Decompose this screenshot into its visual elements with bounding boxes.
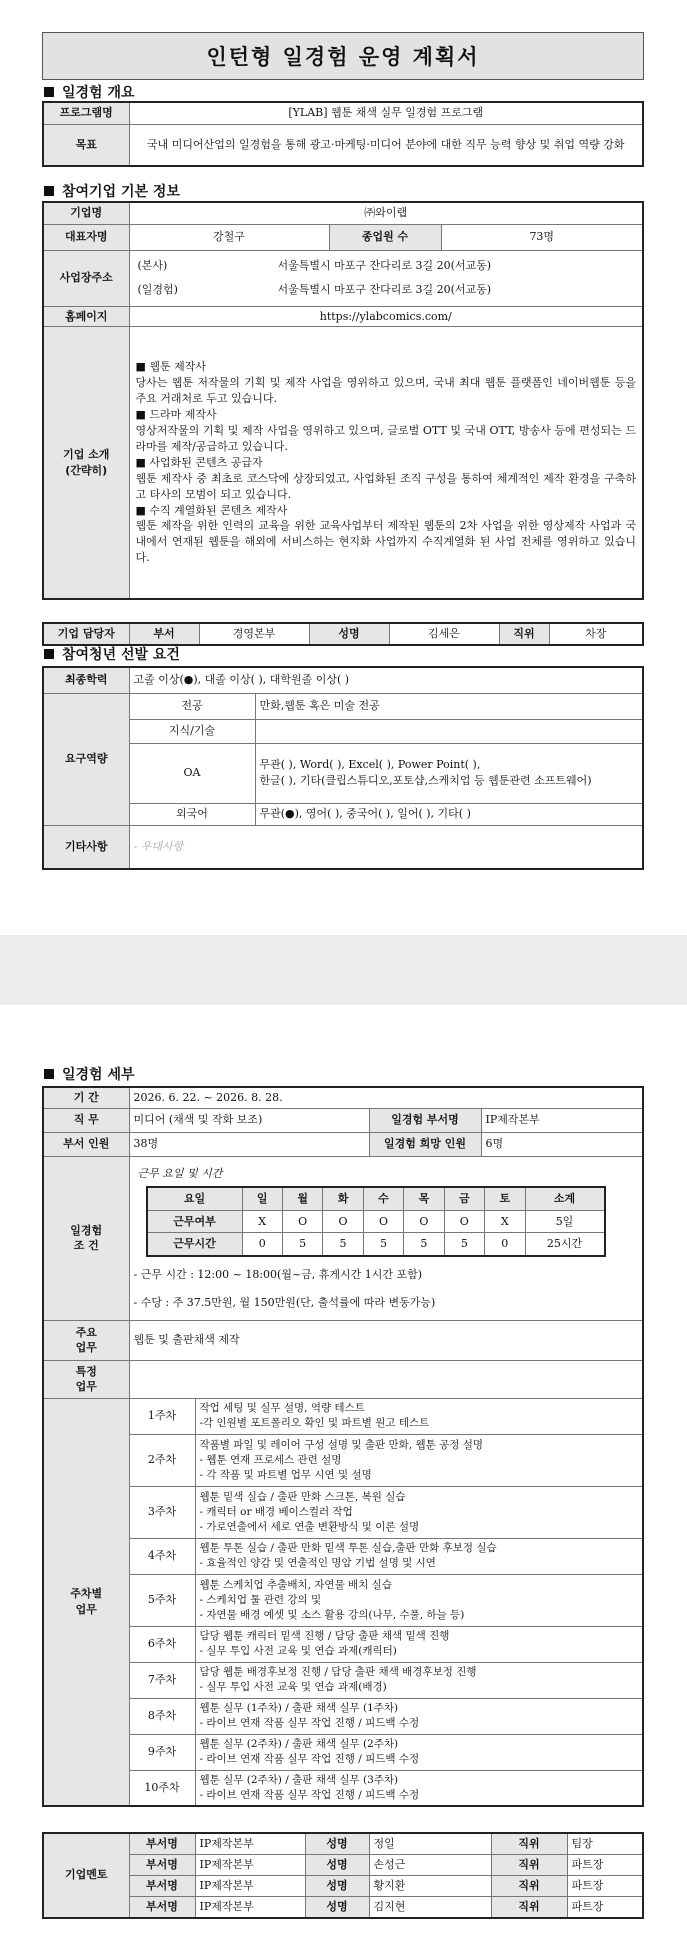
week-content [195, 1662, 643, 1698]
language-label: 외국어 [129, 803, 255, 825]
week-line: 담당 웹툰 배경후보정 진행 / 담당 출판 채색 배경후보정 진행 [199, 1666, 477, 1679]
week-line: 작품별 파일 및 레이어 구성 설명 및 출판 만화, 웹툰 공정 설명 [199, 1438, 483, 1451]
pay-info: - 수당 : 주 37.5만원, 월 150만원(단, 출석률에 따라 변동가능) [133, 1296, 436, 1310]
week-content [195, 1398, 643, 1434]
intro-block [136, 455, 637, 503]
week-row [43, 1574, 643, 1626]
intro-body: 웹툰 제작사 중 최초로 코스닥에 상장되었고, 사업화된 조직 구성을 통하여 체계적인 제작 환경을 구축하고 타사의 모범이 되고 있습니다. [135, 471, 636, 501]
week-line: 담당 웹툰 캐릭터 밑색 진행 / 담당 출판 채색 밑색 진행 [199, 1630, 450, 1643]
major-label: 전공 [129, 693, 255, 719]
schedule-cell: O [282, 1210, 322, 1233]
mentor-name-value: 정일 [369, 1833, 491, 1854]
education-value: 고졸 이상(●), 대졸 이상( ), 대학원졸 이상( ) [129, 667, 643, 693]
site-label: (일경험) [137, 283, 178, 296]
schedule-cell: 5 [363, 1233, 403, 1256]
section-company-title: 참여기업 기본 정보 [62, 184, 180, 200]
intro-block [136, 503, 637, 567]
schedule-cell: 근무시간 [147, 1233, 243, 1256]
staff-label: 부서 인원 [43, 1132, 129, 1156]
week-line: - 가로연출에서 세로 연출 변환방식 및 이론 설명 [199, 1521, 420, 1534]
week-line: 웹툰 실무 (1주차) / 출판 채색 실무 (1주차) [199, 1702, 399, 1715]
contact-position-value: 차장 [549, 623, 643, 645]
schedule-cell: X [242, 1210, 282, 1233]
intro-block [136, 359, 637, 407]
contact-dept-value: 경영본부 [199, 623, 309, 645]
week-line: - 라이브 연재 작품 실무 작업 진행 / 피드백 수정 [199, 1753, 420, 1766]
schedule-header-cell: 목 [404, 1187, 444, 1210]
contact-name-value: 김세은 [389, 623, 499, 645]
week-number: 7주차 [129, 1662, 195, 1698]
week-content [195, 1734, 643, 1770]
week-number: 5주차 [129, 1574, 195, 1626]
schedule-cell: O [444, 1210, 484, 1233]
week-number: 9주차 [129, 1734, 195, 1770]
week-number: 2주차 [129, 1434, 195, 1486]
week-content [195, 1698, 643, 1734]
mentor-dept-value: IP제작본부 [195, 1833, 305, 1854]
week-line: 웹툰 밑색 실습 / 출판 만화 스크톤, 복원 실습 [199, 1490, 406, 1503]
period-value: 2026. 6. 22. ~ 2026. 8. 28. [129, 1087, 643, 1108]
contact-dept-label: 부서 [129, 623, 199, 645]
schedule-cell: 25시간 [525, 1233, 605, 1256]
contact-label: 기업 담당자 [43, 623, 129, 645]
week-line: - 각 작품 및 파트별 업무 시연 및 설명 [199, 1469, 372, 1482]
section-bullet-icon [44, 649, 54, 659]
oa-value-line-2: 한글( ), 기타(클립스튜디오,포토샵,스케치업 등 웹툰관련 소프트웨어) [259, 774, 592, 787]
company-table [42, 201, 644, 600]
mentor-dept-value: IP제작본부 [195, 1854, 305, 1875]
week-number: 4주차 [129, 1538, 195, 1574]
schedule-cell: 0 [242, 1233, 282, 1256]
mentor-position-value: 파트장 [567, 1875, 643, 1896]
work-time: - 근무 시간 : 12:00 ~ 18:00(월~금, 휴게시간 1시간 포함) [133, 1268, 423, 1282]
special-duty-value [129, 1360, 643, 1398]
weekly-label: 주차별 업무 [43, 1398, 129, 1806]
week-row [43, 1434, 643, 1486]
schedule-cell: 5 [404, 1233, 444, 1256]
competency-label: 요구역량 [43, 693, 129, 825]
employees-label: 종업원 수 [329, 224, 441, 250]
mentor-name-value: 손성근 [369, 1854, 491, 1875]
week-row [43, 1662, 643, 1698]
main-duty-value: 웹툰 및 출판채색 제작 [129, 1320, 643, 1360]
staff-value: 38명 [129, 1132, 369, 1156]
section-requirements [44, 644, 180, 664]
week-line: - 스케치업 툴 관련 강의 및 [199, 1593, 322, 1606]
site-address: 서울특별시 마포구 잔다리로 3길 20(서교동) [277, 283, 492, 296]
requirements-table [42, 666, 644, 870]
company-name-label: 기업명 [43, 202, 129, 224]
week-line: 웹툰 투톤 실습 / 출판 만화 밑색 투톤 실습,출판 만화 후보정 실습 [199, 1542, 497, 1555]
language-value: 무관(●), 영어( ), 중국어( ), 일어( ), 기타( ) [255, 803, 643, 825]
intro-heading: ■ 수직 계열화된 콘텐츠 제작사 [135, 503, 288, 517]
mentor-position-value: 파트장 [567, 1896, 643, 1917]
mentor-name-value: 김지현 [369, 1896, 491, 1917]
mentor-name-value: 황지환 [369, 1875, 491, 1896]
week-content [195, 1538, 643, 1574]
duty-value: 미디어 (채색 및 작화 보조) [129, 1108, 369, 1132]
schedule-cell: O [323, 1210, 363, 1233]
intro-heading: ■ 드라마 제작사 [135, 407, 217, 421]
hq-label: (본사) [137, 259, 168, 273]
goal-label: 목표 [43, 124, 129, 166]
schedule-header-cell: 금 [444, 1187, 484, 1210]
schedule-header-cell: 토 [485, 1187, 525, 1210]
week-content [195, 1626, 643, 1662]
intro-label: 기업 소개 (간략히) [43, 327, 129, 599]
page-1 [0, 0, 687, 935]
mentor-position-label: 직위 [491, 1833, 567, 1854]
special-duty-label: 특정 업무 [43, 1360, 129, 1398]
company-name-value: ㈜와이랩 [129, 202, 643, 224]
condition-cell [129, 1156, 643, 1320]
week-row [43, 1538, 643, 1574]
week-line: - 라이브 연재 작품 실무 작업 진행 / 피드백 수정 [199, 1717, 420, 1730]
hope-label: 일경험 희망 인원 [369, 1132, 481, 1156]
schedule-cell: O [363, 1210, 403, 1233]
mentor-row [43, 1875, 643, 1896]
week-line: - 캐릭터 or 배경 베이스컬러 작업 [199, 1505, 353, 1518]
week-row [43, 1698, 643, 1734]
page-gap [0, 935, 687, 1005]
schedule-header-cell: 화 [323, 1187, 363, 1210]
oa-value-line-1: 무관( ), Word( ), Excel( ), Power Point( ), [259, 758, 481, 772]
week-content [195, 1574, 643, 1626]
week-line: 웹툰 스케치업 추출배치, 자연물 배치 실습 [199, 1578, 392, 1591]
oa-cell [255, 743, 643, 803]
week-row [43, 1398, 643, 1434]
homepage-link[interactable]: https://ylabcomics.com/ [129, 306, 643, 327]
homepage-label: 홈페이지 [43, 306, 129, 327]
schedule-cell: 5 [444, 1233, 484, 1256]
mentor-dept-label: 부서명 [129, 1896, 195, 1917]
mentor-dept-value: IP제작본부 [195, 1896, 305, 1917]
mentor-name-label: 성명 [305, 1833, 369, 1854]
intro-heading: ■ 웹툰 제작사 [135, 360, 207, 374]
week-number: 3주차 [129, 1486, 195, 1538]
week-line: 웹툰 실무 (2주차) / 출판 채색 실무 (3주차) [199, 1773, 399, 1786]
mentor-dept-label: 부서명 [129, 1833, 195, 1854]
oa-label: OA [129, 743, 255, 803]
schedule-header-cell: 일 [242, 1187, 282, 1210]
mentor-label: 기업멘토 [43, 1833, 129, 1918]
week-row [43, 1486, 643, 1538]
employees-value: 73명 [441, 224, 643, 250]
section-detail-title: 일경험 세부 [62, 1067, 135, 1083]
intro-body: 웹툰 제작을 위한 인력의 교육을 위한 교육사업부터 제작된 웹툰의 2차 사업을 위한 영상제작 사업과 국내에서 연재된 웹툰을 해외에 서비스하는 현지화 사업까지 수직계열화 된 사업 전체를 영위하고 있습니다. [135, 519, 636, 565]
schedule-cell: O [404, 1210, 444, 1233]
mentor-position-label: 직위 [491, 1896, 567, 1917]
period-label: 기 간 [43, 1087, 129, 1108]
mentor-row [43, 1833, 643, 1854]
week-number: 10주차 [129, 1770, 195, 1806]
goal-value: 국내 미디어산업의 일경험을 통해 광고·마케팅·미디어 분야에 대한 직무 능력 향상 및 취업 역량 강화 [129, 124, 643, 166]
mentor-dept-value: IP제작본부 [195, 1875, 305, 1896]
week-number: 8주차 [129, 1698, 195, 1734]
week-line: -각 인원별 포트폴리오 확인 및 파트별 원고 테스트 [199, 1417, 430, 1430]
mentor-name-label: 성명 [305, 1875, 369, 1896]
schedule-header-cell: 소계 [525, 1187, 605, 1210]
mentor-position-label: 직위 [491, 1875, 567, 1896]
address-cell [129, 250, 643, 306]
contact-position-label: 직위 [499, 623, 549, 645]
skill-value [255, 719, 643, 743]
week-line: - 웹툰 연재 프로세스 관련 설명 [199, 1453, 342, 1466]
detail-table [42, 1086, 644, 1807]
page-2 [0, 1005, 687, 1953]
week-content [195, 1770, 643, 1806]
mentor-name-label: 성명 [305, 1854, 369, 1875]
week-content [195, 1434, 643, 1486]
section-bullet-icon [44, 87, 54, 97]
intro-body: 영상저작물의 기획 및 제작 사업을 영위하고 있으며, 글로벌 OTT 및 국내 OTT, 방송사 등에 편성되는 드라마를 제작/공급하고 있습니다. [135, 423, 636, 453]
hq-address: 서울특별시 마포구 잔다리로 3길 20(서교동) [277, 259, 492, 273]
major-value: 만화,웹툰 혹은 미술 전공 [255, 693, 643, 719]
week-line: - 라이브 연재 작품 실무 작업 진행 / 피드백 수정 [199, 1789, 420, 1802]
schedule-header-cell: 요일 [147, 1187, 243, 1210]
week-row [43, 1734, 643, 1770]
schedule-header-cell: 수 [363, 1187, 403, 1210]
week-line: - 효율적인 양감 및 연출적인 명암 기법 설명 및 시연 [199, 1557, 436, 1570]
week-line: - 실무 투입 사전 교육 및 연습 과제(배경) [199, 1681, 387, 1694]
schedule-cell: X [485, 1210, 525, 1233]
intro-body: 당사는 웹툰 저작물의 기획 및 제작 사업을 영위하고 있으며, 국내 최대 웹툰 플랫폼인 네이버웹툰 등을 주요 거래처로 두고 있습니다. [135, 376, 636, 405]
schedule-cell: 근무여부 [147, 1210, 243, 1233]
mentor-position-value: 팀장 [567, 1833, 643, 1854]
dept-name-value: IP제작본부 [481, 1108, 643, 1132]
week-line: 웹툰 실무 (2주차) / 출판 채색 실무 (2주차) [199, 1738, 399, 1751]
section-bullet-icon [44, 186, 54, 196]
schedule-header-row [147, 1187, 605, 1210]
etc-label: 기타사항 [43, 825, 129, 869]
mentor-row [43, 1896, 643, 1917]
hope-value: 6명 [481, 1132, 643, 1156]
contact-name-label: 성명 [309, 623, 389, 645]
schedule-header-cell: 월 [282, 1187, 322, 1210]
week-line: - 자연물 배경 예셋 및 소스 활용 강의(나무, 수풀, 하늘 등) [199, 1609, 465, 1622]
week-row [43, 1770, 643, 1806]
schedule-row-days [147, 1210, 605, 1233]
duty-label: 직 무 [43, 1108, 129, 1132]
schedule-caption: 근무 요일 및 시간 [137, 1166, 223, 1180]
address-label: 사업장주소 [43, 250, 129, 306]
schedule-cell: 5일 [525, 1210, 605, 1233]
section-overview-title: 일경험 개요 [62, 85, 135, 101]
week-number: 6주차 [129, 1626, 195, 1662]
mentor-name-label: 성명 [305, 1896, 369, 1917]
mentor-table [42, 1832, 644, 1919]
schedule-cell: 0 [485, 1233, 525, 1256]
dept-name-label: 일경험 부서명 [369, 1108, 481, 1132]
etc-value: - 우대사항 [129, 825, 643, 869]
program-name-label: 프로그램명 [43, 102, 129, 124]
week-line: - 실무 투입 사전 교육 및 연습 과제(캐릭터) [199, 1645, 397, 1658]
week-content [195, 1486, 643, 1538]
week-row [43, 1626, 643, 1662]
schedule-table [146, 1186, 606, 1258]
schedule-cell: 5 [323, 1233, 363, 1256]
mentor-position-label: 직위 [491, 1854, 567, 1875]
document-title: 인턴형 일경험 운영 계획서 [42, 32, 644, 80]
schedule-row-hours [147, 1233, 605, 1256]
skill-label: 지식/기술 [129, 719, 255, 743]
mentor-position-value: 파트장 [567, 1854, 643, 1875]
week-line: 작업 세팅 및 실무 설명, 역량 테스트 [199, 1402, 365, 1415]
section-company [44, 181, 180, 201]
ceo-value: 강철구 [129, 224, 329, 250]
intro-block [136, 407, 637, 455]
section-requirements-title: 참여청년 선발 요건 [62, 647, 180, 663]
mentor-row [43, 1854, 643, 1875]
intro-heading: ■ 사업화된 콘텐츠 공급자 [135, 455, 263, 469]
main-duty-label: 주요 업무 [43, 1320, 129, 1360]
condition-label: 일경험 조 건 [43, 1156, 129, 1320]
mentor-dept-label: 부서명 [129, 1854, 195, 1875]
section-detail [44, 1064, 135, 1084]
section-overview [44, 82, 135, 102]
section-bullet-icon [44, 1069, 54, 1079]
education-label: 최종학력 [43, 667, 129, 693]
ceo-label: 대표자명 [43, 224, 129, 250]
week-number: 1주차 [129, 1398, 195, 1434]
schedule-cell: 5 [282, 1233, 322, 1256]
contact-table [42, 622, 644, 646]
program-name-value: [YLAB] 웹툰 채색 실무 일경험 프로그램 [129, 102, 643, 124]
overview-table [42, 101, 644, 167]
intro-cell [129, 327, 643, 599]
mentor-dept-label: 부서명 [129, 1875, 195, 1896]
